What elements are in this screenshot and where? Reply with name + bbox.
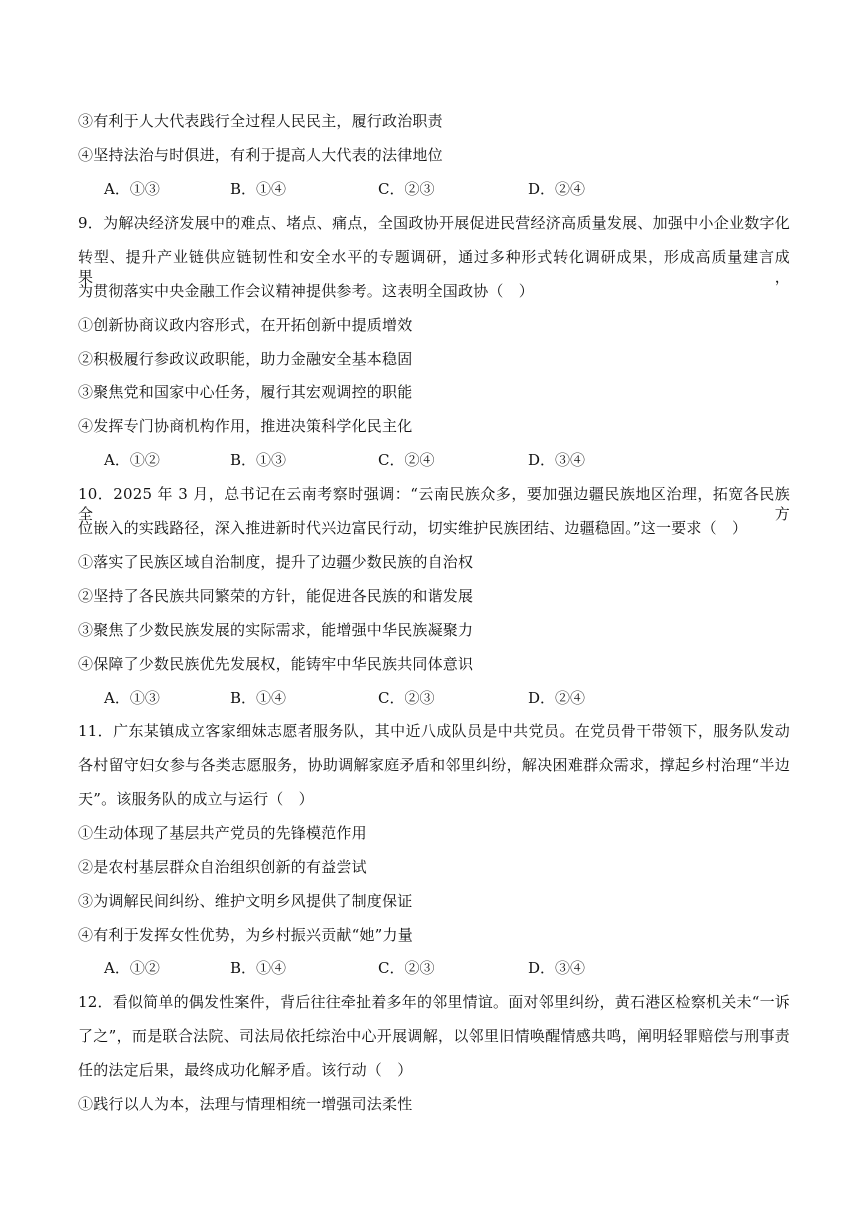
q11-options (104, 958, 704, 978)
q12-stem-line-3: 任的法定后果，最终成功化解矛盾。该行动（ ） (78, 1061, 413, 1079)
q8-options (104, 179, 704, 199)
q8-option-a[interactable]: A．①③ (104, 180, 160, 198)
q11-option-b[interactable]: B．①④ (230, 959, 287, 977)
q8-item-4: ④坚持法治与时俱进，有利于提高人大代表的法律地位 (78, 146, 443, 164)
q10-item-3: ③聚焦了少数民族发展的实际需求，能增强中华民族凝聚力 (78, 621, 474, 639)
q11-item-4: ④有利于发挥女性优势，为乡村振兴贡献“她”力量 (78, 926, 413, 944)
q9-item-2: ②积极履行参政议政职能，助力金融安全基本稳固 (78, 350, 413, 368)
q10-stem-line-2: 位嵌入的实践路径，深入推进新时代兴边富民行动，切实维护民族团结、边疆稳固。”这一要求（ ） (78, 519, 748, 537)
q10-option-c[interactable]: C．②③ (378, 689, 435, 707)
q9-option-a[interactable]: A．①② (104, 451, 160, 469)
q10-option-a[interactable]: A．①③ (104, 689, 160, 707)
q9-stem-line-1: 9．为解决经济发展中的难点、堵点、痛点，全国政协开展促进民营经济高质量发展、加强中小企业数字化 (78, 214, 790, 232)
q9-item-4: ④发挥专门协商机构作用，推进决策科学化民主化 (78, 417, 413, 435)
q10-item-1: ①落实了民族区域自治制度，提升了边疆少数民族的自治权 (78, 553, 474, 571)
q8-option-c[interactable]: C．②③ (378, 180, 435, 198)
q11-stem-line-1: 11．广东某镇成立客家细妹志愿者服务队，其中近八成队员是中共党员。在党员骨干带领下，服务队发动 (78, 722, 790, 740)
q8-option-d[interactable]: D．②④ (528, 180, 586, 198)
q11-stem-line-2: 各村留守妇女参与各类志愿服务，协助调解家庭矛盾和邻里纠纷，解决困难群众需求，撑起乡村治理“半边 (78, 756, 790, 774)
q10-stem-line-1: 10．2025 年 3 月，总书记在云南考察时强调：“云南民族众多，要加强边疆民族地区治理，拓宽各民族全方 (78, 485, 790, 523)
q11-option-a[interactable]: A．①② (104, 959, 160, 977)
q9-option-b[interactable]: B．①③ (230, 451, 287, 469)
q9-options (104, 450, 704, 470)
q10-option-d[interactable]: D．②④ (528, 689, 586, 707)
q9-stem-line-2: 转型、提升产业链供应链韧性和安全水平的专题调研，通过多种形式转化调研成果，形成高质量建言成果， (78, 248, 790, 286)
q11-item-3: ③为调解民间纠纷、维护文明乡风提供了制度保证 (78, 892, 413, 910)
q10-item-4: ④保障了少数民族优先发展权，能铸牢中华民族共同体意识 (78, 655, 474, 673)
q12-item-1: ①践行以人为本，法理与情理相统一增强司法柔性 (78, 1095, 413, 1113)
q11-item-2: ②是农村基层群众自治组织创新的有益尝试 (78, 858, 367, 876)
q10-item-2: ②坚持了各民族共同繁荣的方针，能促进各民族的和谐发展 (78, 587, 474, 605)
q11-option-c[interactable]: C．②③ (378, 959, 435, 977)
q10-option-b[interactable]: B．①④ (230, 689, 287, 707)
q9-item-1: ①创新协商议政内容形式，在开拓创新中提质增效 (78, 316, 413, 334)
q11-item-1: ①生动体现了基层共产党员的先锋模范作用 (78, 824, 367, 842)
q9-option-c[interactable]: C．②④ (378, 451, 435, 469)
q10-options (104, 688, 704, 708)
q11-stem-line-3: 天”。该服务队的成立与运行（ ） (78, 790, 314, 808)
q8-item-3: ③有利于人大代表践行全过程人民民主，履行政治职责 (78, 112, 443, 130)
q9-option-d[interactable]: D．③④ (528, 451, 586, 469)
q12-stem-line-1: 12．看似简单的偶发性案件，背后往往牵扯着多年的邻里情谊。面对邻里纠纷，黄石港区检察机关未“一诉 (78, 993, 790, 1011)
q9-item-3: ③聚焦党和国家中心任务，履行其宏观调控的职能 (78, 383, 413, 401)
q12-stem-line-2: 了之”，而是联合法院、司法局依托综治中心开展调解，以邻里旧情唤醒情感共鸣，阐明轻罪赔偿与刑事责 (78, 1027, 790, 1045)
q11-option-d[interactable]: D．③④ (528, 959, 586, 977)
q8-option-b[interactable]: B．①④ (230, 180, 287, 198)
q9-stem-line-3: 为贯彻落实中央金融工作会议精神提供参考。这表明全国政协（ ） (78, 282, 535, 300)
